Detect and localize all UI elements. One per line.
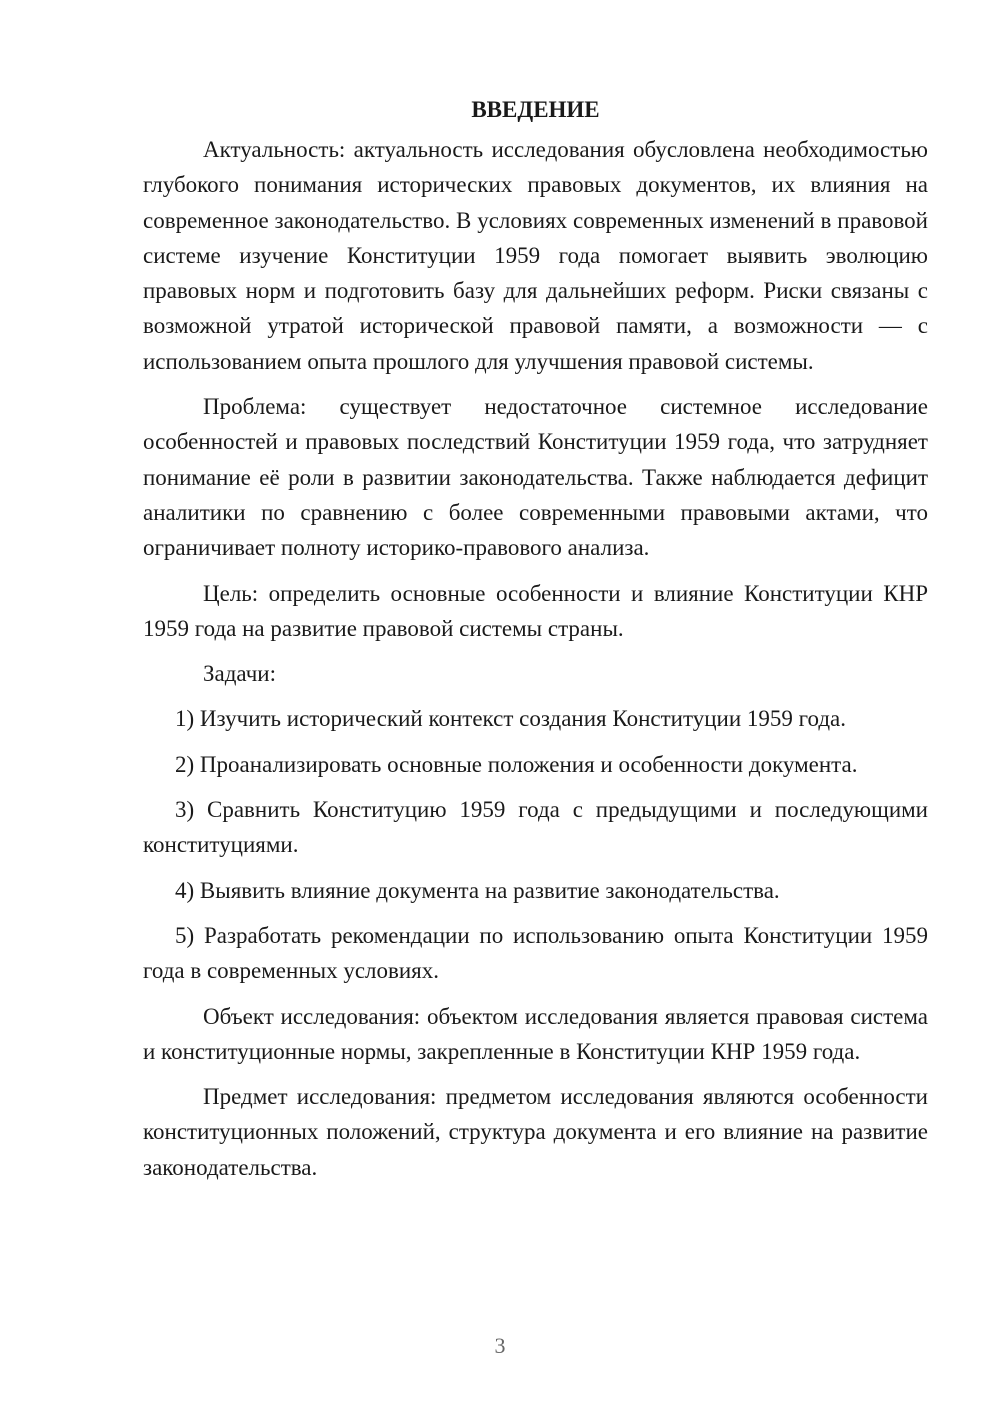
tasks-label: Задачи: (203, 661, 276, 687)
document-page (143, 92, 928, 1185)
problem-paragraph: Проблема: существует недостаточное системное исследование особенностей и правовых последствий Конституции 1959 года, что затрудняет понимание её роли в развитии законодательства. Также наблюдается дефицит аналитики по сравнению с более современными правовыми актами, что ограничивает полноту историко-правового анализа. (143, 394, 928, 561)
relevance-paragraph: Актуальность: актуальность исследования обусловлена необходимостью глубокого понимания исторических правовых документов, их влияния на современное законодательство. В условиях современных изменений в правовой системе изучение Конституции 1959 года помогает выявить эволюцию правовых норм и подготовить базу для дальнейших реформ. Риски связаны с возможной утратой исторической правовой памяти, а возможности — с использованием опыта прошлого для улучшения правовой системы. (143, 137, 928, 374)
tasks-list (143, 701, 928, 988)
task-item-1: 1) Изучить исторический контекст создания Конституции 1959 года. (175, 706, 846, 732)
page-number: 3 (494, 1333, 506, 1358)
task-item-3: 3) Сравнить Конституцию 1959 года с предыдущими и последующими конституциями. (143, 797, 928, 858)
subject-paragraph: Предмет исследования: предметом исследования являются особенности конституционных положений, структура документа и его влияние на развитие законодательства. (143, 1084, 928, 1180)
task-item-2: 2) Проанализировать основные положения и особенности документа. (175, 751, 858, 777)
task-item-4: 4) Выявить влияние документа на развитие законодательства. (175, 877, 780, 903)
goal-paragraph: Цель: определить основные особенности и влияние Конституции КНР 1959 года на развитие правовой системы страны. (143, 580, 928, 641)
section-heading: ВВЕДЕНИЕ (471, 97, 600, 122)
object-paragraph: Объект исследования: объектом исследования является правовая система и конституционные нормы, закрепленные в Конституции КНР 1959 года. (143, 1003, 928, 1064)
task-item-5: 5) Разработать рекомендации по использованию опыта Конституции 1959 года в современных условиях. (143, 922, 928, 984)
